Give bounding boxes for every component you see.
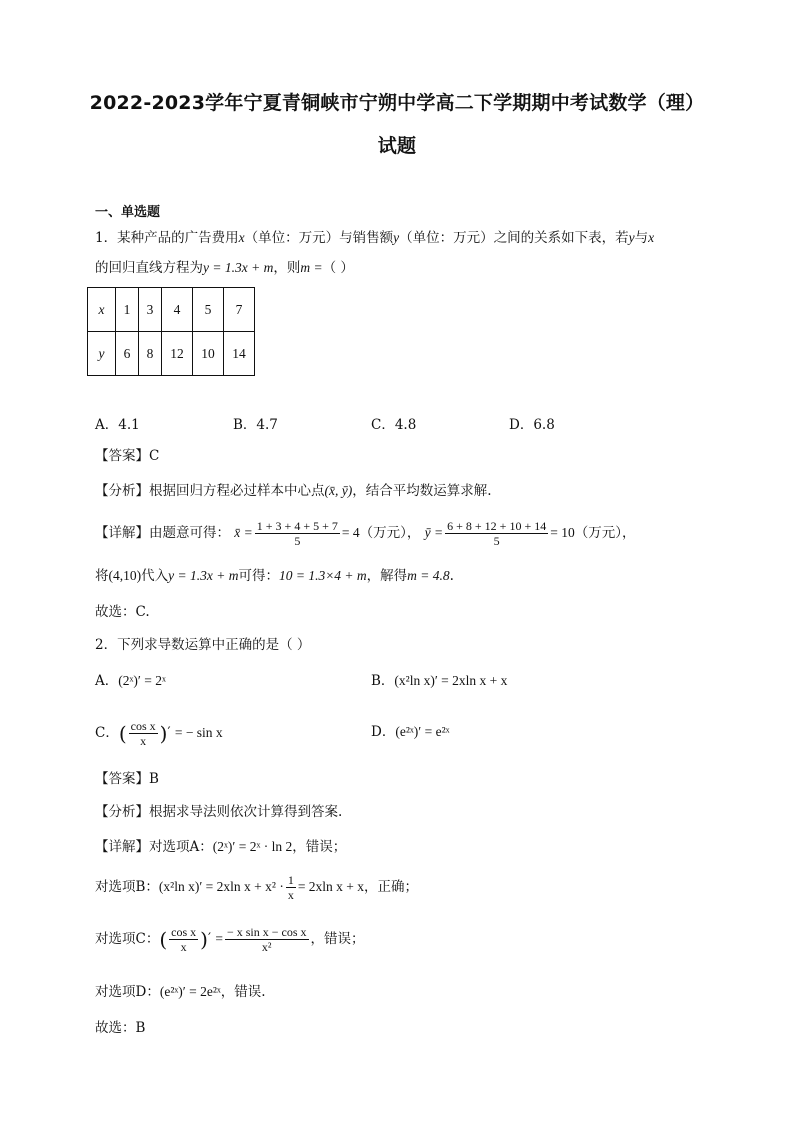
analysis-tag: 【分析】 (95, 483, 149, 499)
q1-answer (95, 446, 159, 466)
q2-stem: 2．下列求导数运算中正确的是（ ） (95, 637, 311, 653)
q2-option-d (371, 722, 450, 742)
analysis-tag: 【分析】 (95, 804, 149, 820)
q1-stem-line1 (95, 228, 654, 248)
doc-title-line1: 2022-2023学年宁夏青铜峡市宁朔中学高二下学期期中考试数学（理） (89, 92, 705, 114)
table-cell: 7 (224, 288, 255, 332)
answer-tag: 【答案】 (95, 771, 149, 787)
calculation: 10 = 1.3×4 + m (278, 568, 367, 583)
fraction-numerator: cos x (130, 719, 156, 733)
fraction-denominator: x (140, 734, 147, 748)
fraction-numerator: cos x (171, 925, 197, 939)
detail-text: ，错误； (292, 839, 347, 855)
ybar: ȳ = (424, 525, 444, 540)
q1-text: ，则 (273, 260, 301, 276)
detail-formula: (2ˣ)′ = 2ˣ · ln 2 (212, 839, 293, 854)
q1-var: m = (300, 260, 323, 275)
q2-option-b (371, 671, 507, 691)
fraction-denominator: 5 (493, 534, 500, 548)
result: m = 4.8 (407, 568, 450, 583)
point: (4,10) (108, 568, 142, 583)
table-cell: 3 (139, 288, 162, 332)
q1-text: （ ） (322, 260, 354, 276)
q2-detail-a (95, 837, 346, 857)
analysis-text: 根据求导法则依次计算得到答案. (149, 804, 343, 820)
option-formula: (e²ˣ)′ = e²ˣ (395, 724, 450, 739)
answer-value: C (149, 448, 160, 464)
q1-var: y (628, 230, 635, 245)
q2-option-c: C．( $\frac{\text{cos x}}{x}$ )′ = − sin x (95, 719, 223, 748)
q1-analysis (95, 481, 492, 501)
option-label: C． (95, 725, 119, 741)
table-cell: 6 (116, 332, 139, 376)
detail-text: 将 (95, 568, 109, 584)
q2-detail-c: 对选项C：( $\frac{\text{cos x}}{x}$ )′ = $\frac{\text{− x sin x − cos x}}{\text{x²}}$ ，错误； (95, 925, 365, 954)
q2-option-a (95, 671, 166, 691)
answer-value: B (149, 771, 159, 787)
table-row (88, 332, 255, 376)
answer-tag: 【答案】 (95, 448, 149, 464)
analysis-text: 根据回归方程必过样本中心点 (149, 483, 325, 499)
table-cell: 5 (193, 288, 224, 332)
table-row (88, 288, 255, 332)
section-heading: 一、单选题 (95, 205, 161, 220)
q2-detail-d (95, 982, 266, 1002)
q2-analysis (95, 802, 342, 822)
option-label: A． (95, 673, 119, 689)
fraction-denominator: 5 (294, 534, 301, 548)
detail-text: 可得： (238, 568, 279, 584)
table-cell: y (88, 332, 116, 376)
equation: y = 1.3x + m (168, 568, 239, 583)
detail-fraction (225, 925, 309, 954)
fraction-denominator: x (287, 888, 294, 902)
table-cell: 1 (116, 288, 139, 332)
detail-text: 对选项B： (95, 879, 159, 895)
q1-stem-line2 (95, 258, 354, 278)
q1-text: （单位：万元）与销售额 (244, 230, 394, 246)
q2-conclusion: 故选：B (95, 1020, 146, 1036)
detail-text: ，错误； (310, 931, 365, 947)
xbar-result: = 4 (341, 525, 360, 540)
detail-text: 由题意可得： (149, 525, 230, 541)
q1-var: x (648, 230, 655, 245)
q1-conclusion: 故选：C. (95, 604, 150, 620)
q1-var: y (393, 230, 400, 245)
q1-detail: 【详解】由题意可得： x̄ = $\frac{1 + 3 + 4 + 5 + 7}{5}$ = 4（万元）， ȳ = $\frac{6 + 8 + 12 + 10 + 14}{5}$ = 10（万元）， (95, 519, 636, 548)
q1-text: （单位：万元）之间的关系如下表，若 (399, 230, 629, 246)
option-label: D． (371, 724, 396, 740)
detail-text: ，解得 (366, 568, 408, 584)
detail-formula: (x²ln x)′ = 2xln x + x² · (158, 879, 284, 894)
fraction-denominator: x (180, 940, 187, 954)
table-cell: 10 (193, 332, 224, 376)
q2-detail-b (95, 872, 418, 902)
option-formula: (2ˣ)′ = 2ˣ (118, 673, 166, 688)
doc-title-line2: 试题 (377, 135, 417, 157)
q1-option-c: C．4.8 (371, 417, 417, 433)
table-cell: x (88, 288, 116, 332)
option-label: B． (371, 673, 395, 689)
option-formula: (x²ln x)′ = 2xln x + x (394, 673, 508, 688)
q1-option-d: D．6.8 (509, 417, 555, 433)
q1-text: 的回归直线方程为 (95, 260, 203, 276)
detail-text: . (449, 568, 454, 584)
option-formula: = − sin x (174, 725, 223, 740)
fraction-numerator: − x sin x − cos x (226, 925, 307, 939)
detail-text: ，正确； (364, 879, 419, 895)
table-cell: 8 (139, 332, 162, 376)
q1-substitution (95, 566, 454, 586)
detail-fraction (286, 873, 296, 902)
fraction-denominator: x² (261, 940, 272, 954)
detail-text: 代入 (141, 568, 169, 584)
detail-fraction (169, 925, 198, 954)
detail-tag: 【详解】 (95, 839, 149, 855)
fraction-numerator: 1 (287, 873, 294, 887)
unit: （万元） (359, 525, 407, 541)
q1-option-a: A．4.1 (95, 417, 140, 433)
ybar-fraction (445, 519, 548, 548)
detail-tag: 【详解】 (95, 525, 149, 541)
detail-text: 对选项A： (149, 839, 213, 855)
ybar-result: = 10 (550, 525, 575, 540)
q2-answer (95, 769, 159, 789)
unit: （万元）， (574, 525, 636, 541)
q1-var: x (238, 230, 245, 245)
xbar-fraction (255, 519, 340, 548)
q1-text: 1．某种产品的广告费用 (95, 230, 239, 246)
table-cell: 14 (224, 332, 255, 376)
sample-center: (x̄, ȳ) (324, 483, 353, 498)
detail-formula: = 2xln x + x (297, 879, 365, 894)
option-fraction (129, 719, 158, 748)
q1-data-table (87, 287, 255, 376)
detail-text: 对选项D： (95, 984, 160, 1000)
fraction-numerator: 6 + 8 + 12 + 10 + 14 (447, 519, 547, 533)
q1-text: 与 (634, 230, 649, 246)
fraction-numerator: 1 + 3 + 4 + 5 + 7 (256, 519, 338, 533)
detail-text: 对选项C： (95, 931, 160, 947)
detail-text: ，错误. (220, 984, 266, 1000)
table-cell: 4 (162, 288, 193, 332)
q1-equation: y = 1.3x + m (203, 260, 274, 275)
analysis-text: ，结合平均数运算求解. (352, 483, 492, 499)
detail-formula: (e²ˣ)′ = 2e²ˣ (159, 984, 221, 999)
q1-option-b: B．4.7 (233, 417, 278, 433)
xbar: x̄ = (234, 525, 253, 540)
table-cell: 12 (162, 332, 193, 376)
